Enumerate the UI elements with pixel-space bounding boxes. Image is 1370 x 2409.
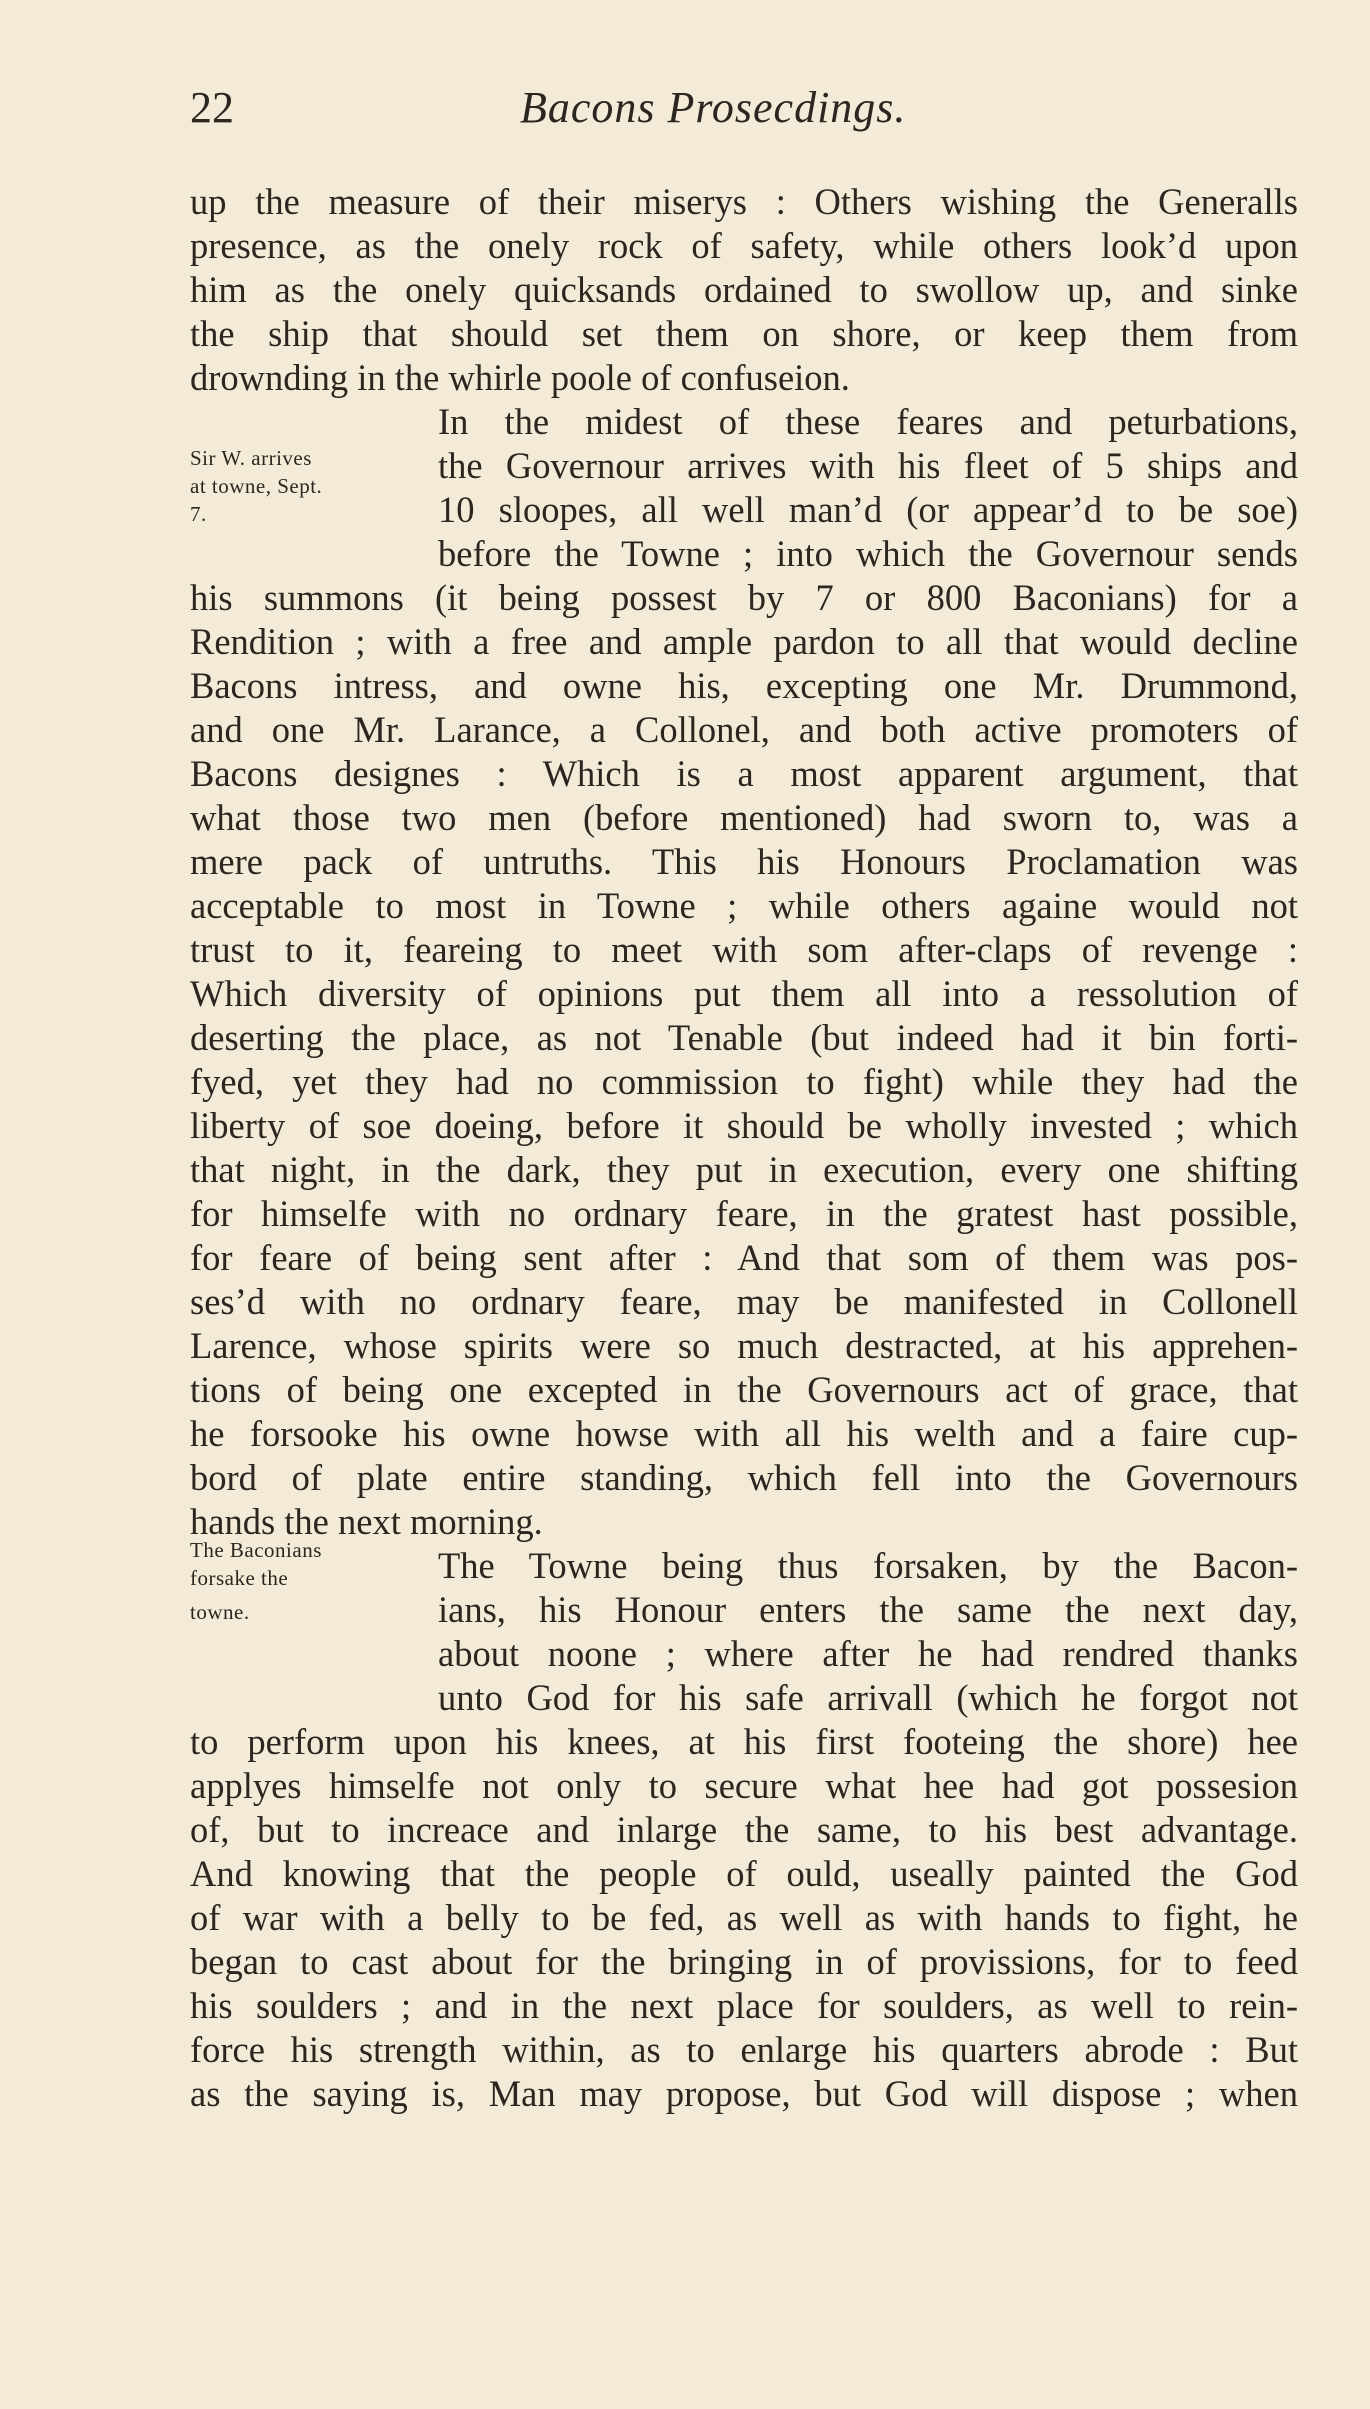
text-line: Bacons designes : Which is a most apparent argument, that [190,753,1298,794]
text-line: force his strength within, as to enlarge his quarters abrode : But [190,2029,1298,2070]
text-line: acceptable to most in Towne ; while others againe would not [190,885,1298,926]
text-line: unto God for his safe arrivall (which he forgot not [438,1677,1298,1718]
text-line: trust to it, feareing to meet with som after-claps of revenge : [190,929,1298,970]
running-title: Bacons Prosecdings. [520,83,907,132]
margin-note-line: Sir W. arrives [190,446,312,470]
text-line: the ship that should set them on shore, or keep them from [190,313,1298,354]
text-line: his soulders ; and in the next place for soulders, as well to rein- [190,1985,1298,2026]
text-line: Which diversity of opinions put them all into a ressolution of [190,973,1298,1014]
text-line: before the Towne ; into which the Governour sends [438,533,1298,574]
text-line: ses’d with no ordnary feare, may be manifested in Collonell [190,1281,1298,1322]
text-line: mere pack of untruths. This his Honours Proclamation was [190,841,1298,882]
margin-note-line: 7. [190,502,207,526]
text-line: about noone ; where after he had rendred thanks [438,1633,1298,1674]
text-line: deserting the place, as not Tenable (but indeed had it bin forti- [190,1017,1298,1058]
text-line: In the midest of these feares and peturbations, [438,401,1298,442]
text-line: and one Mr. Larance, a Collonel, and both active promoters of [190,709,1298,750]
text-line: to perform upon his knees, at his first footeing the shore) hee [190,1721,1298,1762]
text-line: applyes himselfe not only to secure what hee had got possesion [190,1765,1298,1806]
text-line: liberty of soe doeing, before it should be wholly invested ; which [190,1105,1298,1146]
text-line: what those two men (before mentioned) had sworn to, was a [190,797,1298,838]
text-line: for feare of being sent after : And that som of them was pos- [190,1237,1298,1278]
text-line: his summons (it being possest by 7 or 800 Baconians) for a [190,577,1298,618]
text-line: as the saying is, Man may propose, but God will dispose ; when [190,2073,1298,2114]
margin-note-line: towne. [190,1600,250,1624]
text-line: the Governour arrives with his fleet of 5 ships and [438,445,1298,486]
text-line: The Towne being thus forsaken, by the Bacon- [438,1545,1298,1586]
text-line: hands the next morning. [190,1501,543,1542]
text-line: fyed, yet they had no commission to fight) while they had the [190,1061,1298,1102]
margin-note-line: forsake the [190,1566,289,1590]
text-line: he forsooke his owne howse with all his welth and a faire cup- [190,1413,1298,1454]
page-number: 22 [190,83,234,132]
text-line: that night, in the dark, they put in execution, every one shifting [190,1149,1298,1190]
text-line: of, but to increace and inlarge the same, to his best advantage. [190,1809,1298,1850]
text-line: ians, his Honour enters the same the next day, [438,1589,1298,1630]
text-line: began to cast about for the bringing in of provissions, for to feed [190,1941,1298,1982]
text-line: bord of plate entire standing, which fell into the Governours [190,1457,1298,1498]
text-line: him as the onely quicksands ordained to swollow up, and sinke [190,269,1298,310]
text-line: presence, as the onely rock of safety, while others look’d upon [190,225,1298,266]
text-line: up the measure of their miserys : Others wishing the Generalls [190,181,1298,222]
text-line: drownding in the whirle poole of confuseion. [190,357,850,398]
text-line: for himselfe with no ordnary feare, in the gratest hast possible, [190,1193,1298,1234]
text-line: Rendition ; with a free and ample pardon to all that would decline [190,621,1298,662]
margin-note-line: The Baconians [190,1538,322,1562]
text-line: of war with a belly to be fed, as well as with hands to fight, he [190,1897,1298,1938]
text-line: Bacons intress, and owne his, excepting one Mr. Drummond, [190,665,1298,706]
text-line: tions of being one excepted in the Governours act of grace, that [190,1369,1298,1410]
page-header [190,78,1320,138]
text-line: Larence, whose spirits were so much destracted, at his apprehen- [190,1325,1298,1366]
margin-note-line: at towne, Sept. [190,474,323,498]
text-line: And knowing that the people of ould, useally painted the God [190,1853,1298,1894]
text-line: 10 sloopes, all well man’d (or appear’d to be soe) [438,489,1298,530]
